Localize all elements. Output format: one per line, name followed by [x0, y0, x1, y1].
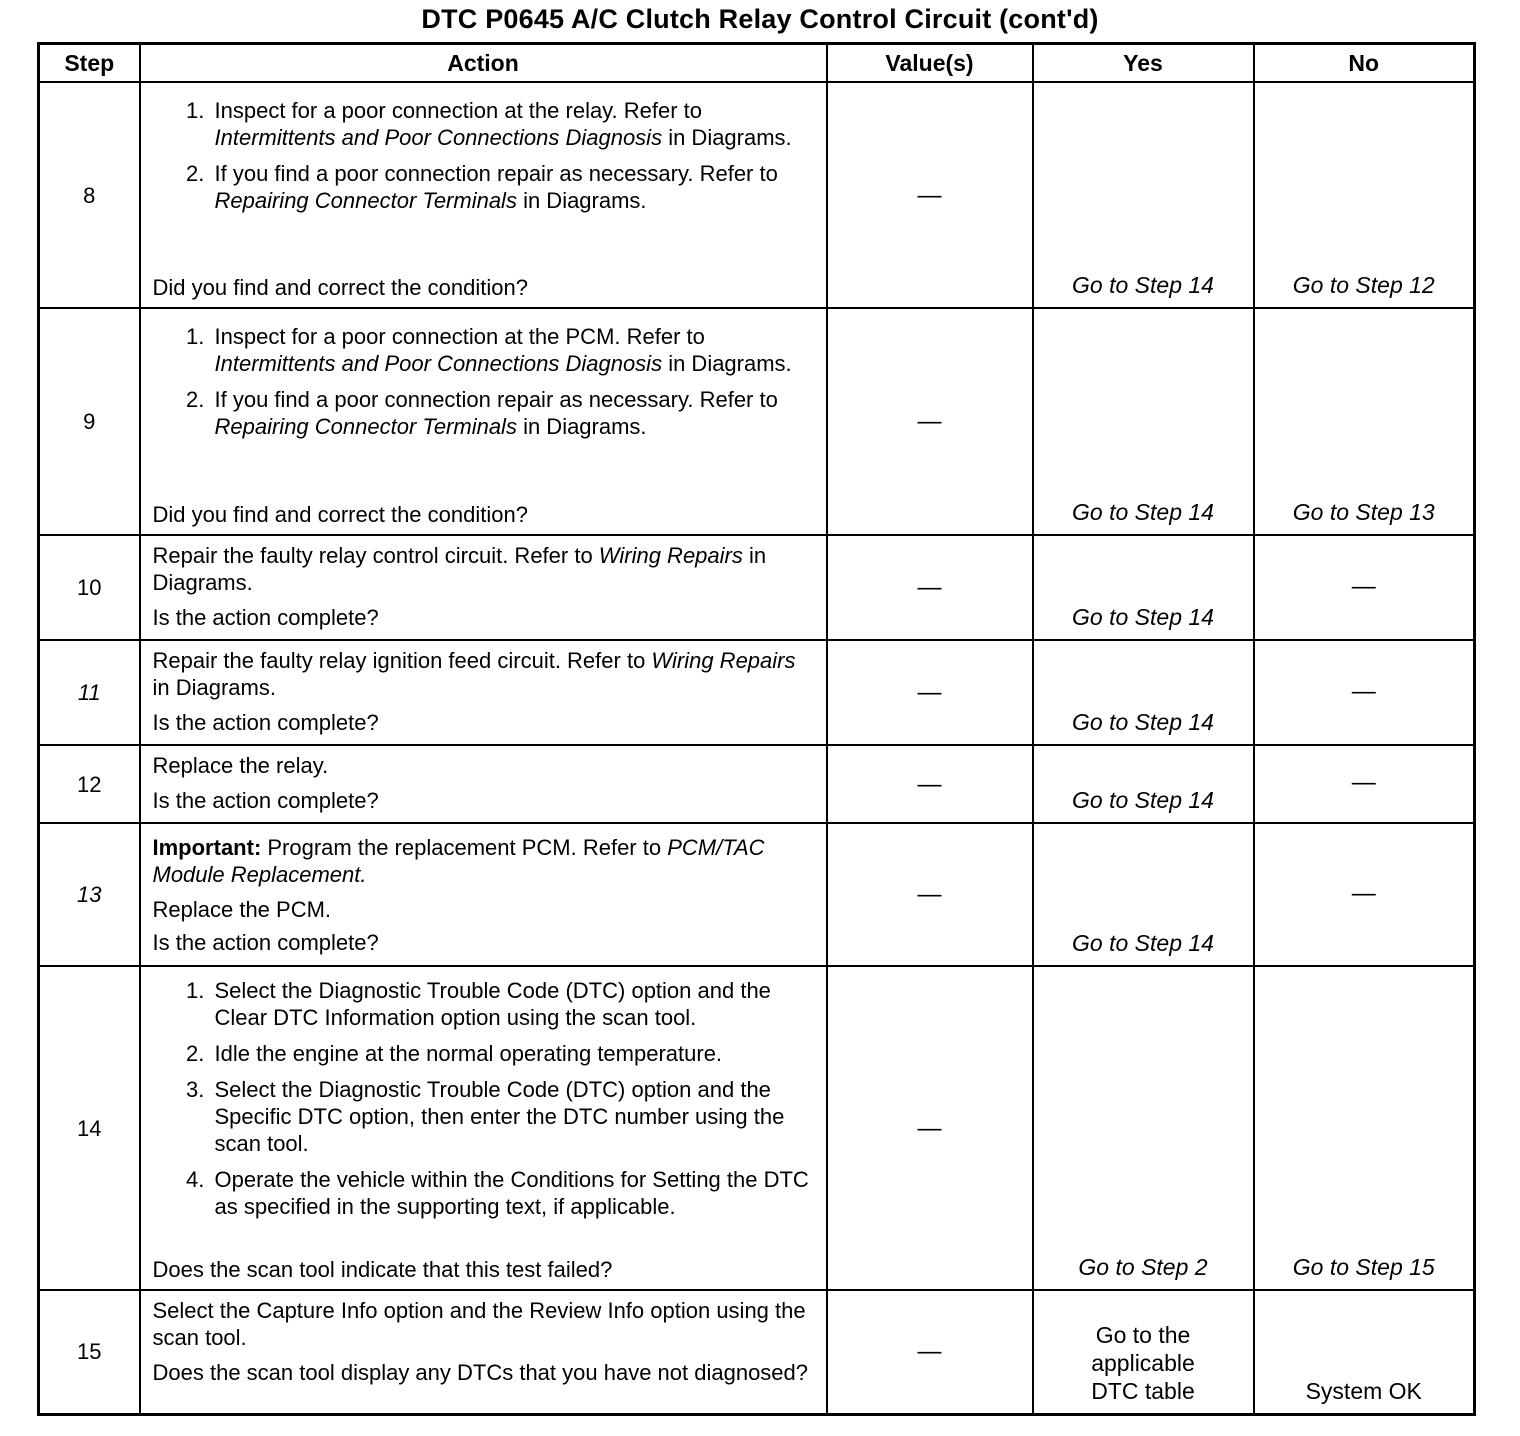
no-link: Go to Step 12 [1292, 272, 1435, 298]
yes-link: Go to Step 14 [1072, 604, 1214, 630]
dtc-table [37, 42, 1476, 1416]
step-number: 14 [39, 966, 140, 1290]
yes-cell [1033, 966, 1254, 1290]
yes-link: Go to Step 14 [1072, 930, 1214, 956]
table-row-step-8 [39, 82, 1475, 308]
action-cell [140, 1290, 827, 1414]
action-question: Does the scan tool indicate that this test failed? [152, 1257, 613, 1282]
table-row-step-9 [39, 308, 1475, 535]
no-cell [1254, 82, 1475, 308]
header-action: Action [140, 44, 827, 83]
step-number: 13 [39, 823, 140, 966]
step-number: 12 [39, 745, 140, 823]
yes-cell [1033, 308, 1254, 535]
no-cell [1254, 823, 1475, 966]
action-question: Is the action complete? [152, 710, 379, 735]
value-cell: — [827, 745, 1033, 823]
action-cell [140, 535, 827, 640]
step-number: 9 [39, 308, 140, 535]
value-cell: — [827, 535, 1033, 640]
table-row-step-12 [39, 745, 1475, 823]
action-question: Did you find and correct the condition? [152, 502, 528, 527]
value-cell: — [827, 966, 1033, 1290]
table-row-step-14 [39, 966, 1475, 1290]
action-text: Replace the relay. [152, 753, 329, 778]
action-text: Repair the faulty relay ignition feed circuit. Refer to Wiring Repairs in Diagrams. [152, 648, 796, 700]
table-row-step-11 [39, 640, 1475, 745]
action-cell [140, 823, 827, 966]
list-item: 2. If you find a poor connection repair as necessary. Refer to Repairing Connector Terminals in Diagrams. [211, 386, 818, 440]
list-item: 1. Inspect for a poor connection at the PCM. Refer to Intermittents and Poor Connections Diagnosis in Diagrams. [211, 323, 818, 377]
no-cell [1254, 640, 1475, 745]
no-cell [1254, 535, 1475, 640]
action-question: Is the action complete? [152, 788, 379, 813]
action-cell [140, 640, 827, 745]
header-yes: Yes [1033, 44, 1254, 83]
step-number: 11 [39, 640, 140, 745]
no-dash: — [1351, 769, 1376, 797]
value-cell: — [827, 308, 1033, 535]
yes-link: Go to Step 14 [1072, 272, 1214, 298]
no-cell [1254, 1290, 1475, 1414]
no-result: System OK [1305, 1377, 1422, 1404]
list-item: 3. Select the Diagnostic Trouble Code (DTC) option and the Specific DTC option, then enter the DTC number using the scan tool. [211, 1076, 818, 1157]
page-title: DTC P0645 A/C Clutch Relay Control Circuit (cont'd) [421, 4, 1099, 34]
step-number: 10 [39, 535, 140, 640]
yes-cell [1033, 640, 1254, 745]
action-text: Select the Capture Info option and the Review Info option using the scan tool. [152, 1298, 806, 1350]
action-list [153, 323, 818, 440]
header-values: Value(s) [827, 44, 1033, 83]
yes-link: Go to Step 14 [1072, 499, 1214, 525]
table-header-row [39, 44, 1475, 83]
action-cell [140, 308, 827, 535]
no-link: Go to Step 13 [1292, 499, 1435, 525]
table-row-step-13 [39, 823, 1475, 966]
yes-cell [1033, 1290, 1254, 1414]
action-question: Is the action complete? [152, 605, 379, 630]
list-item: 4. Operate the vehicle within the Conditions for Setting the DTC as specified in the supporting text, if applicable. [211, 1166, 818, 1220]
yes-link: Go to the applicable DTC table [1091, 1321, 1195, 1404]
yes-cell [1033, 82, 1254, 308]
action-list [153, 97, 818, 214]
list-item: 1. Select the Diagnostic Trouble Code (DTC) option and the Clear DTC Information option using the scan tool. [211, 977, 818, 1031]
no-cell [1254, 745, 1475, 823]
action-question: Is the action complete? [152, 930, 379, 955]
important-note: Important: Program the replacement PCM. Refer to PCM/TAC Module Replacement. [152, 835, 765, 887]
action-question: Does the scan tool display any DTCs that you have not diagnosed? [152, 1360, 809, 1385]
step-number: 8 [39, 82, 140, 308]
no-cell [1254, 966, 1475, 1290]
list-item: 2. If you find a poor connection repair as necessary. Refer to Repairing Connector Terminals in Diagrams. [211, 160, 818, 214]
yes-cell [1033, 745, 1254, 823]
action-cell [140, 966, 827, 1290]
no-dash: — [1351, 677, 1376, 705]
value-cell: — [827, 823, 1033, 966]
action-cell [140, 745, 827, 823]
table-row-step-15 [39, 1290, 1475, 1414]
value-cell: — [827, 1290, 1033, 1414]
list-item: 1. Inspect for a poor connection at the relay. Refer to Intermittents and Poor Connections Diagnosis in Diagrams. [211, 97, 818, 151]
step-number: 15 [39, 1290, 140, 1414]
no-link: Go to Step 15 [1292, 1254, 1435, 1280]
no-dash: — [1351, 572, 1376, 600]
action-cell [140, 82, 827, 308]
yes-link: Go to Step 14 [1072, 709, 1214, 735]
action-text: Repair the faulty relay control circuit. Refer to Wiring Repairs in Diagrams. [152, 543, 767, 595]
table-row-step-10 [39, 535, 1475, 640]
header-step: Step [39, 44, 140, 83]
no-cell [1254, 308, 1475, 535]
yes-cell [1033, 823, 1254, 966]
yes-link: Go to Step 2 [1078, 1254, 1208, 1280]
action-text: Replace the PCM. [152, 897, 332, 922]
no-dash: — [1351, 879, 1376, 907]
action-list [153, 977, 818, 1220]
action-question: Did you find and correct the condition? [152, 275, 528, 300]
list-item: 2. Idle the engine at the normal operating temperature. [211, 1040, 818, 1067]
value-cell: — [827, 82, 1033, 308]
value-cell: — [827, 640, 1033, 745]
yes-link: Go to Step 14 [1072, 787, 1214, 813]
header-no: No [1254, 44, 1475, 83]
yes-cell [1033, 535, 1254, 640]
